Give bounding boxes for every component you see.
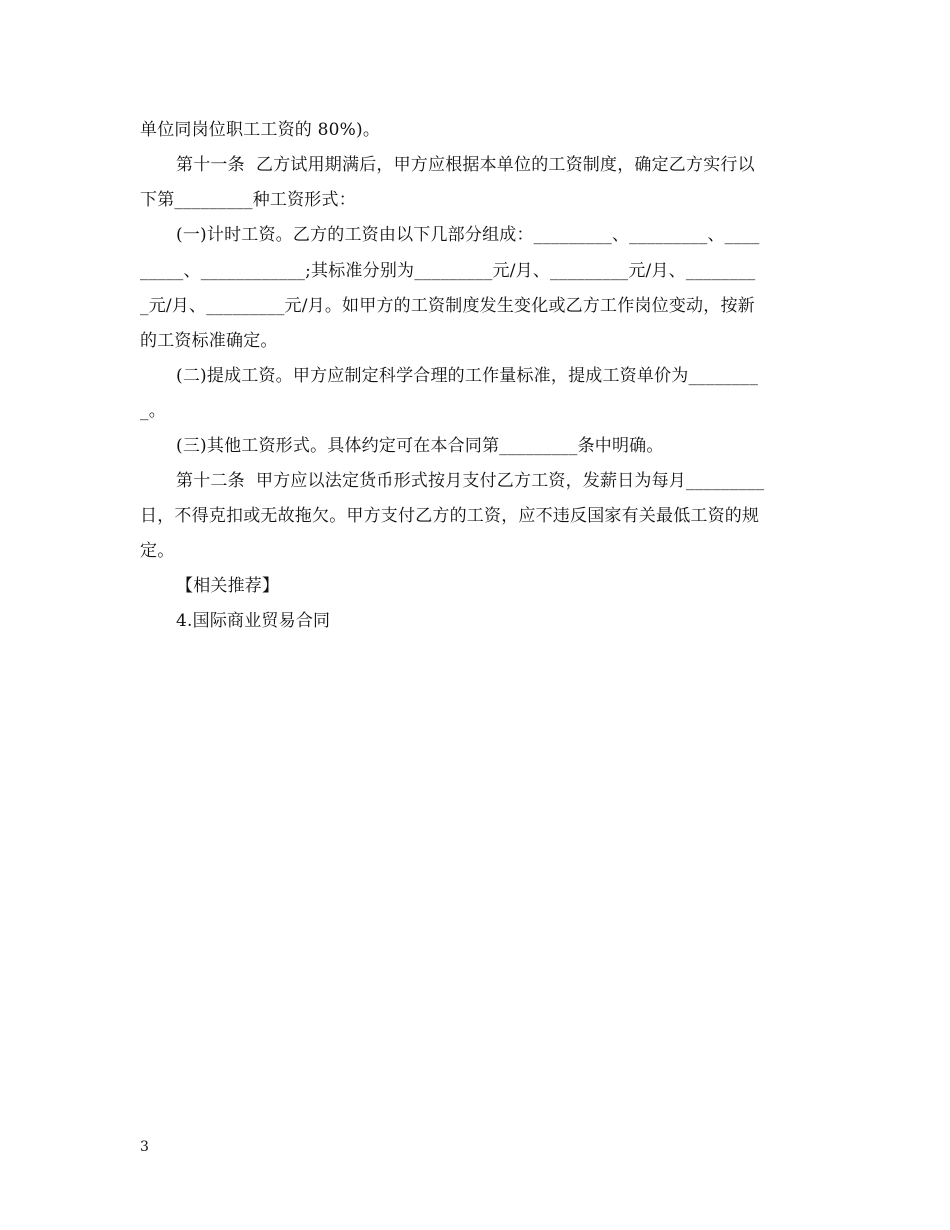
text-line: 单位同岗位职工工资的 80%)。: [140, 120, 381, 140]
text-line: _元/月、_________元/月。如甲方的工资制度发生变化或乙方工作岗位变动，按新: [140, 296, 755, 316]
text-line: _。: [140, 401, 166, 421]
page-number: 3: [140, 1139, 149, 1155]
text-line: (二)提成工资。甲方应制定科学合理的工作量标准，提成工资单价为________: [176, 366, 759, 386]
text-line: 第十二条 甲方应以法定货币形式按月支付乙方工资，发薪日为每月_________: [176, 471, 765, 491]
text-line: 第十一条 乙方试用期满后，甲方应根据本单位的工资制度，确定乙方实行以: [176, 155, 755, 175]
text-line: 下第_________种工资形式：: [140, 190, 356, 210]
text-line: (一)计时工资。乙方的工资由以下几部分组成：_________、_________、____: [176, 225, 760, 245]
text-line: _____、____________;其标准分别为_________元/月、_________元/月、________: [140, 261, 756, 281]
text-line: (三)其他工资形式。具体约定可在本合同第_________条中明确。: [176, 436, 664, 456]
related-link[interactable]: 4.国际商业贸易合同: [176, 611, 331, 631]
section-heading: 【相关推荐】: [176, 576, 280, 596]
text-line: 日，不得克扣或无故拖欠。甲方支付乙方的工资，应不违反国家有关最低工资的规: [140, 506, 760, 526]
text-line: 定。: [140, 541, 175, 561]
text-line: 的工资标准确定。: [140, 331, 278, 351]
